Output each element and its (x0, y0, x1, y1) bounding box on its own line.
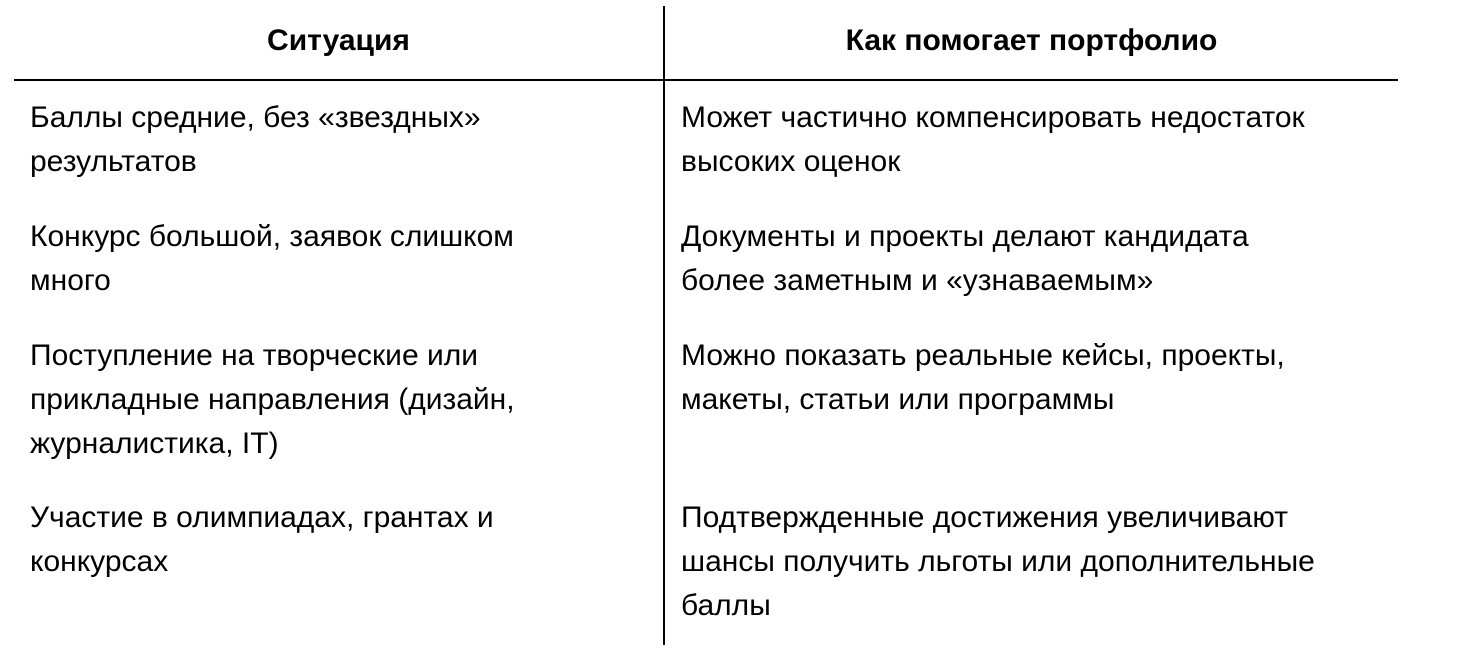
text-line: результатов (30, 145, 197, 178)
text-line: шансы получить льготы или дополнительные (681, 545, 1315, 578)
text-line: прикладные направления (дизайн, (30, 383, 515, 416)
text-line: Можно показать реальные кейсы, проекты, (681, 339, 1285, 372)
column-divider (663, 6, 665, 645)
text-line: Конкурс большой, заявок слишком (30, 220, 514, 253)
text-line: высоких оценок (681, 145, 901, 178)
table-row-2-situation (30, 215, 514, 303)
text-line: баллы (681, 589, 771, 622)
header-divider (14, 79, 1398, 81)
table-row-1-situation (30, 96, 481, 184)
text-line: Участие в олимпиадах, грантах и (30, 501, 494, 534)
text-line: Баллы средние, без «звездных» (30, 101, 481, 134)
text-line: Может частично компенсировать недостаток (681, 101, 1305, 134)
table-row-1-help (681, 96, 1305, 184)
table-row-4-situation (30, 496, 494, 584)
text-line: много (30, 264, 111, 297)
comparison-table (14, 6, 1398, 645)
text-line: Подтвержденные достижения увеличивают (681, 501, 1288, 534)
table-row-4-help (681, 496, 1315, 628)
text-line: более заметным и «узнаваемым» (681, 264, 1154, 297)
column-header-portfolio-help: Как помогает портфолио (845, 24, 1218, 57)
text-line: Документы и проекты делают кандидата (681, 220, 1249, 253)
column-header-situation: Ситуация (267, 24, 410, 57)
table-row-3-situation (30, 334, 515, 466)
text-line: Поступление на творческие или (30, 339, 478, 372)
table-row-2-help (681, 215, 1249, 303)
text-line: макеты, статьи или программы (681, 383, 1115, 416)
table-row-3-help (681, 334, 1285, 422)
text-line: конкурсах (30, 545, 169, 578)
text-line: журналистика, IT) (30, 427, 279, 460)
